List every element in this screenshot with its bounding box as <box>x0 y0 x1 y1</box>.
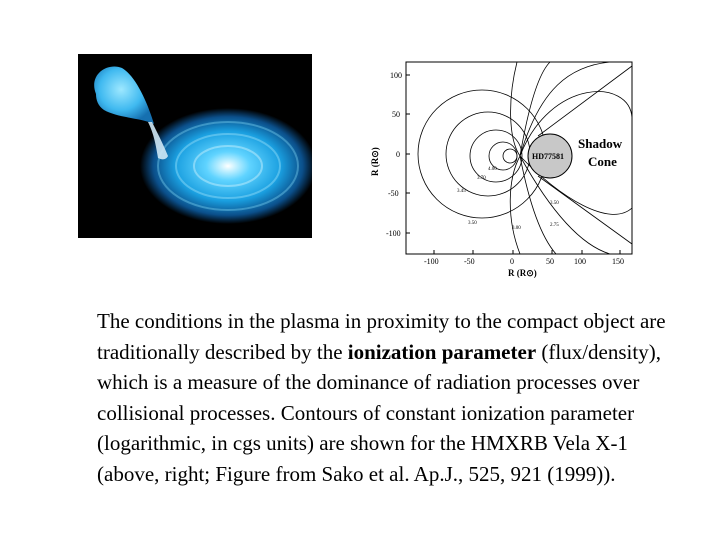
y-axis-label: R (R⊙) <box>370 147 380 176</box>
x-tick-label: 150 <box>612 257 624 266</box>
x-tick-label: 50 <box>546 257 554 266</box>
star-label: HD77581 <box>532 152 564 161</box>
contour-label: 3.50 <box>550 201 559 206</box>
caption-paragraph <box>97 306 687 489</box>
binary-system-image <box>78 54 312 238</box>
x-axis-label: R (R⊙) <box>508 268 537 278</box>
x-tick-label: -100 <box>424 257 439 266</box>
x-tick-label: 0 <box>510 257 514 266</box>
accretion-disk-illustration <box>78 54 312 238</box>
contour-label: 4.00 <box>488 167 497 172</box>
contour-label: 3.50 <box>468 221 477 226</box>
shadow-label-line1: Shadow <box>578 136 623 151</box>
shadow-label-line2: Cone <box>588 154 617 169</box>
caption-bold-term: ionization parameter <box>347 339 537 364</box>
contour-label: 3.70 <box>477 176 486 181</box>
shadow-cone-edge <box>538 176 632 244</box>
caption-text: (flux/density), which is a measure of the dominance of radiation processes over collisional processes. Contours of constant ionization parameter (logarithmic, in cgs units) are shown for the HMXRB Vela X-1 (above, right; Figure from Sako et al. Ap.J., 525, 921 (1999)). <box>97 339 661 486</box>
y-tick-label: -50 <box>388 189 399 198</box>
x-tick-label: 100 <box>574 257 586 266</box>
contour-curve <box>418 90 546 218</box>
contour-curve <box>446 112 530 196</box>
contour-curve <box>470 130 522 182</box>
y-tick-label: 50 <box>392 110 400 119</box>
contour-curve <box>503 149 517 163</box>
y-tick-label: -100 <box>386 229 401 238</box>
x-tick-label: -50 <box>464 257 475 266</box>
contour-plot-svg <box>360 58 650 280</box>
caption-text: The conditions in the plasma in proximity to the compact object are traditionally described by the <box>97 309 666 364</box>
y-tick-label: 100 <box>390 71 402 80</box>
ionization-contour-plot <box>360 58 650 280</box>
y-tick-label: 0 <box>396 150 400 159</box>
contour-label: 3.45 <box>457 189 466 194</box>
contour-label: 3.00 <box>512 226 521 231</box>
shadow-cone-edge <box>538 66 632 136</box>
donor-star <box>94 66 154 124</box>
contour-label: 2.75 <box>550 223 559 228</box>
